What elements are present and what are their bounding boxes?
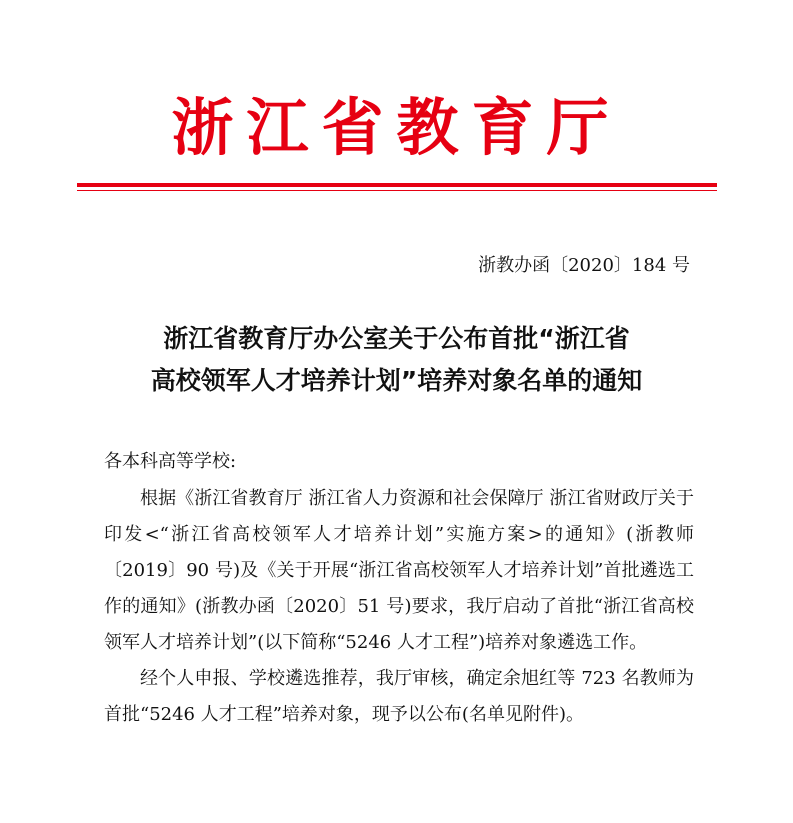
document-number: 浙教办函〔2020〕184 号 — [478, 255, 690, 276]
masthead-title: 浙江省教育厅 — [171, 91, 622, 164]
document-title-line-2: 高校领军人才培养计划”培养对象名单的通知 — [150, 366, 643, 395]
body-paragraph-1: 根据《浙江省教育厅 浙江省人力资源和社会保障厅 浙江省财政厅关于印发<“浙江省高校领军人才培养计划”实施方案>的通知》(浙教师〔2019〕90 号)及《关于开展“浙江省高校领军人才培养计划”首批遴选工作的通知》(浙教办函〔2020〕51 号)要求，我厅启动了首批“浙江省高校领军人才培养计划”(以下简称“5246 人才工程”)培养对象遴选工作。 — [104, 488, 694, 653]
masthead-red-rule-thick — [77, 183, 717, 187]
document-title-line-1: 浙江省教育厅办公室关于公布首批“浙江省 — [163, 324, 630, 353]
masthead-red-rule-thin — [77, 190, 717, 191]
salutation: 各本科高等学校: — [104, 451, 237, 472]
document-title — [0, 318, 793, 402]
body-text — [104, 481, 694, 733]
body-paragraph-2: 经个人申报、学校遴选推荐，我厅审核，确定余旭红等 723 名教师为首批“5246 人才工程”培养对象，现予以公布(名单见附件)。 — [104, 668, 694, 725]
